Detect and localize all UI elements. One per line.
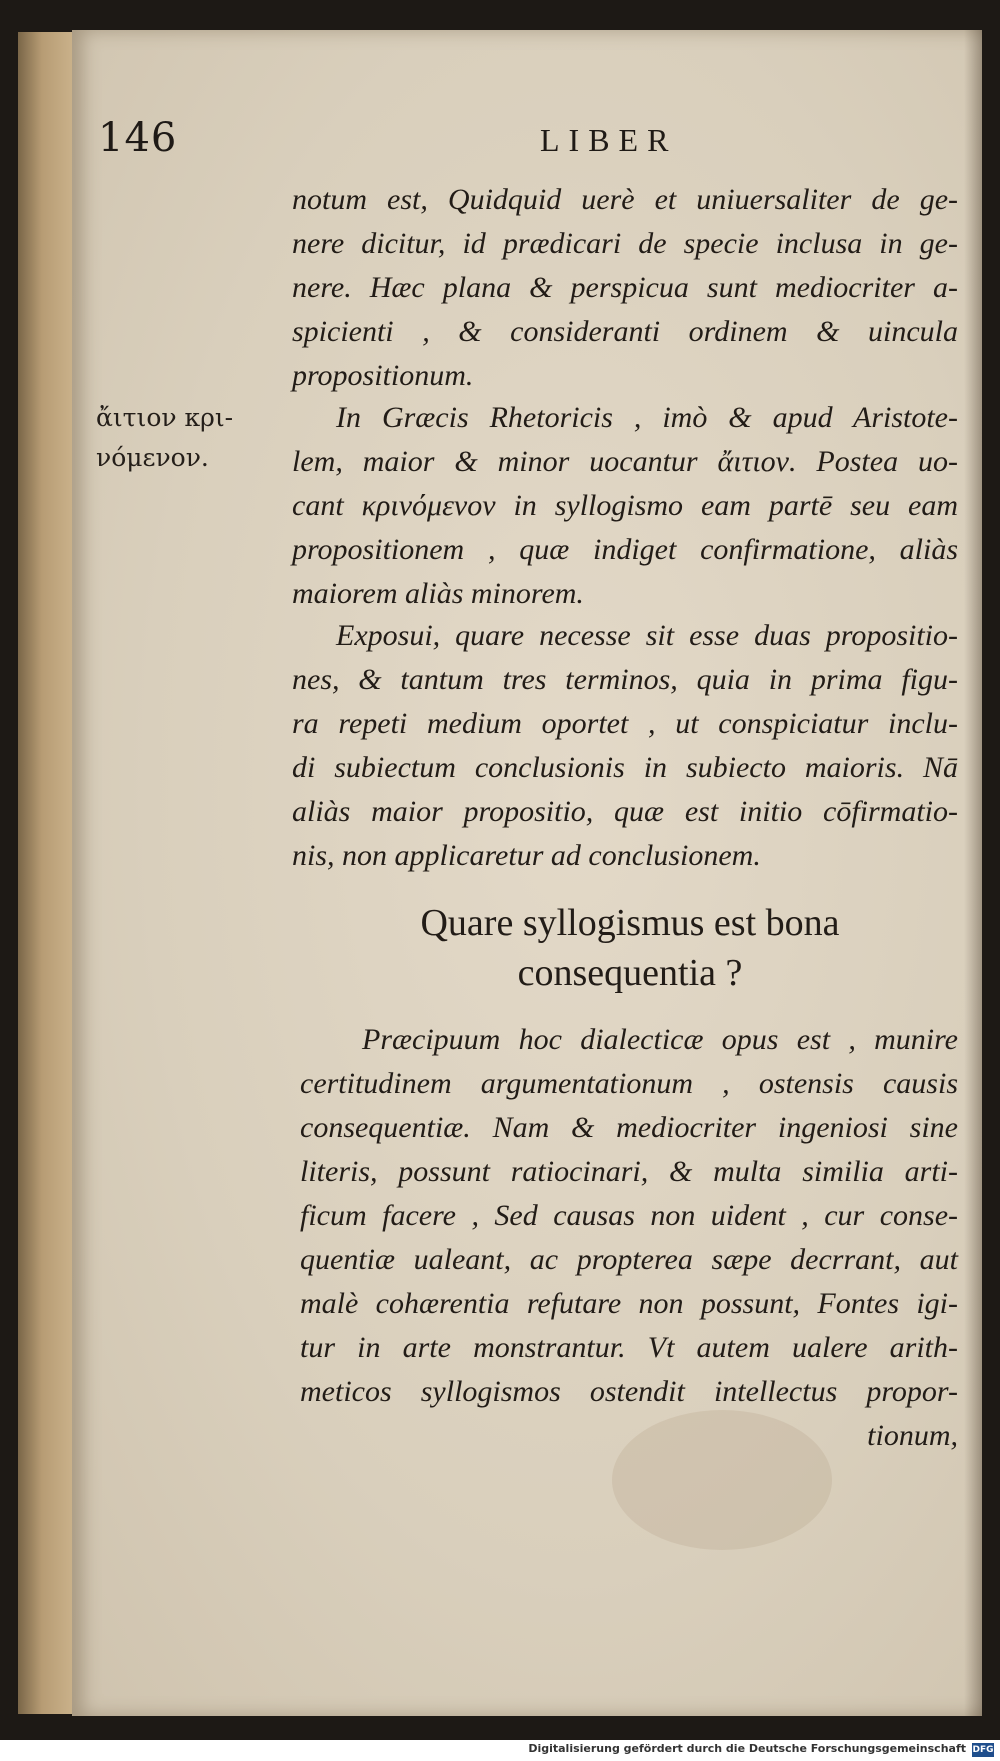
book-spine-edge (18, 32, 78, 1714)
text-line: lem, maior & minor uocantur ἄιτιον. Postea uo- (292, 445, 958, 478)
page-number: 146 (98, 115, 178, 161)
text-line: nis, non applicaretur ad conclusionem. (292, 839, 761, 872)
page-shadow (964, 30, 982, 1716)
running-head: LIBER (540, 122, 678, 158)
text-line: spicienti , & consideranti ordinem & uincula (292, 315, 958, 348)
margin-note (96, 398, 286, 478)
text-line: nes, & tantum tres terminos, quia in prima figu- (292, 663, 958, 696)
text-line: tur in arte monstrantur. Vt autem ualere arith- (300, 1331, 958, 1364)
text-line: propositionum. (292, 359, 474, 392)
text-line: nere. Hæc plana & perspicua sunt mediocriter a- (292, 271, 958, 304)
text-line: propositionem , quæ indiget confirmatione, aliàs (292, 533, 958, 566)
dfg-logo-icon: DFG (972, 1745, 994, 1755)
funding-credit: Digitalisierung gefördert durch die Deutsche Forschungsgemeinschaft (528, 1742, 966, 1755)
text-line: cant κρινόμενον in syllogismo eam partē seu eam (292, 489, 958, 522)
paragraph-2 (292, 396, 958, 616)
text-line: quentiæ ualeant, ac propterea sæpe decrrant, aut (300, 1243, 958, 1276)
text-line: meticos syllogismos ostendit intellectus propor- (300, 1375, 958, 1408)
text-line: literis, possunt ratiocinari, & multa similia arti- (300, 1155, 958, 1188)
text-line: aliàs maior propositio, quæ est initio cōfirmatio- (292, 795, 958, 828)
margin-note-line: νόμενον. (96, 443, 209, 472)
text-line: malè cohærentia refutare non possunt, Fontes igi- (300, 1287, 958, 1320)
text-line: di subiectum conclusionis in subiecto maioris. Nā (292, 751, 958, 784)
paragraph-1 (292, 178, 958, 398)
text-line: Præcipuum hoc dialecticæ opus est , munire (362, 1023, 958, 1056)
section-heading (300, 898, 960, 998)
paragraph-3 (292, 614, 958, 878)
text-line: notum est, Quidquid uerè et uniuersaliter de ge- (292, 183, 958, 216)
heading-line: consequentia ? (517, 952, 743, 994)
heading-line: Quare syllogismus est bona (420, 902, 840, 944)
margin-note-line: ἄιτιον κρι- (96, 403, 234, 432)
paragraph-4 (300, 1018, 958, 1458)
text-line: Exposui, quare necesse sit esse duas propositio- (336, 619, 958, 652)
text-line: ficum facere , Sed causas non uident , cur conse- (300, 1199, 958, 1232)
text-line: maiorem aliàs minorem. (292, 577, 584, 610)
text-line: consequentiæ. Nam & mediocriter ingeniosi sine (300, 1111, 958, 1144)
text-line: nere dicitur, id prædicari de specie inclusa in ge- (292, 227, 958, 260)
text-line: In Græcis Rhetoricis , imò & apud Aristote- (336, 401, 958, 434)
text-line: ra repeti medium oportet , ut conspiciatur inclu- (292, 707, 958, 740)
text-line: certitudinem argumentationum , ostensis causis (300, 1067, 958, 1100)
catchword: tionum, (867, 1419, 958, 1452)
